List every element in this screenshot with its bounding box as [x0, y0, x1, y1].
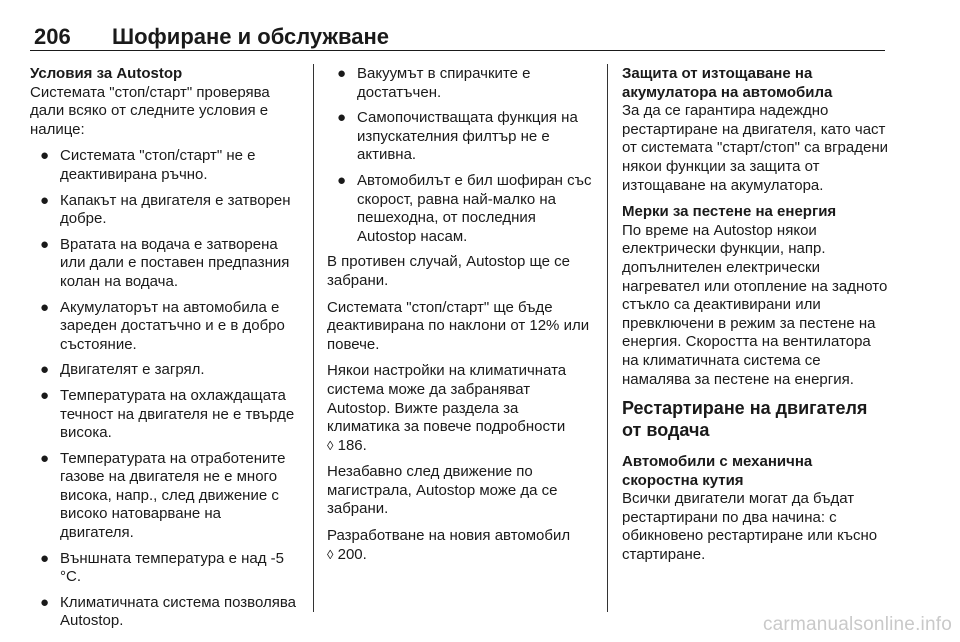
paragraph: По време на Autostop някои електрически функции, напр. допълнителен електрически нагревател или отопление на задното стъкло са деактивирани или превключени в режим за пестене на енергия. Скоростта на вентилатора на климатичната система се намалява за пестене на енергия.	[622, 221, 888, 388]
bullet-icon: ●	[40, 235, 50, 253]
list-item: ● Акумулаторът на автомобила е зареден достатъчно и е в добро състояние.	[40, 298, 285, 353]
section-heading-battery-protection: Защита от изтощаване на акумулатора на автомобила	[622, 65, 833, 101]
list-item: ● Системата "стоп/старт" не е деактивирана ръчно.	[40, 147, 256, 183]
bullet-icon: ●	[337, 65, 347, 82]
bullet-icon: ●	[40, 549, 50, 567]
paragraph: В противен случай, Autostop ще се забрани.	[327, 253, 571, 289]
conditions-list-continued	[327, 65, 595, 246]
page-reference[interactable]: 186.	[337, 436, 367, 454]
column-3	[622, 65, 890, 573]
paragraph: Някои настройки на климатичната система може да забраняват Autostop. Вижте раздела за климатика за повече подробности ◊ 186.	[327, 362, 567, 454]
page-header	[30, 20, 885, 51]
section-heading-autostop-conditions: Условия за Autostop	[30, 65, 183, 82]
page-reference[interactable]: 200.	[337, 545, 367, 563]
list-item: ● Външната температура е над -5 °C.	[40, 549, 284, 586]
column-divider	[313, 64, 314, 612]
bullet-icon: ●	[40, 386, 50, 404]
paragraph: Всички двигатели могат да бъдат рестартирани по два начина: с обикновено рестартиране или късно стартиране.	[622, 490, 878, 564]
watermark: carmanualsonline.info	[762, 614, 952, 635]
paragraph: Системата "стоп/старт" проверява дали всяко от следните условия е налице:	[30, 83, 270, 138]
column-divider	[607, 64, 608, 612]
subsection-heading-manual-transmission: Автомобили с механична скоростна кутия	[622, 453, 813, 489]
paragraph: Незабавно след движение по магистрала, Autostop може да се забрани.	[327, 463, 558, 518]
column-2	[327, 65, 595, 572]
page-reference-icon: ◊	[327, 546, 334, 562]
bullet-icon: ●	[40, 191, 50, 209]
bullet-icon: ●	[40, 593, 50, 611]
conditions-list	[30, 147, 298, 631]
section-heading-driver-restart: Рестартиране на двигателя от водача	[622, 398, 868, 441]
bullet-icon: ●	[337, 171, 347, 189]
section-heading-energy-saving: Мерки за пестене на енергия	[622, 203, 837, 221]
list-item: ● Капакът на двигателя е затворен добре.	[40, 191, 291, 228]
list-item: ● Вратата на водача е затворена или дали е поставен предпазния колан на водача.	[40, 235, 290, 290]
bullet-icon: ●	[40, 298, 50, 316]
bullet-icon: ●	[40, 361, 50, 379]
paragraph: Разработване на новия автомобил ◊ 200.	[327, 527, 571, 563]
paragraph: За да се гарантира надеждно рестартиране на двигателя, като част от системата "старт/стоп" са вградени някои функции за защита от изтощаване на акумулатора.	[622, 102, 888, 194]
bullet-icon: ●	[40, 147, 50, 165]
page-number: 206	[34, 24, 71, 49]
list-item: ● Вакуумът в спирачките е достатъчен.	[337, 65, 531, 101]
paragraph: Системата "стоп/старт" ще бъде деактивирана по наклони от 12% или повече.	[327, 298, 590, 353]
column-1	[30, 65, 298, 638]
page-reference-icon: ◊	[327, 437, 334, 453]
bullet-icon: ●	[40, 449, 50, 467]
list-item: ● Климатичната система позволява Autostop.	[40, 593, 297, 630]
list-item: ● Самопочистващата функция на изпускателния филтър не е активна.	[337, 109, 578, 164]
list-item: ● Двигателят е загрял.	[40, 361, 205, 379]
page-title: Шофиране и обслужване	[112, 24, 390, 49]
list-item: ● Автомобилът е бил шофиран със скорост, равна най-малко на пешеходна, от последния Autostop насам.	[337, 171, 592, 245]
bullet-icon: ●	[337, 109, 347, 127]
list-item: ● Температурата на охлаждащата течност на двигателя не е твърде висока.	[40, 386, 295, 442]
list-item: ● Температурата на отработените газове на двигателя не е много висока, напр., след движение с високо натоварване на двигателя.	[40, 449, 286, 542]
